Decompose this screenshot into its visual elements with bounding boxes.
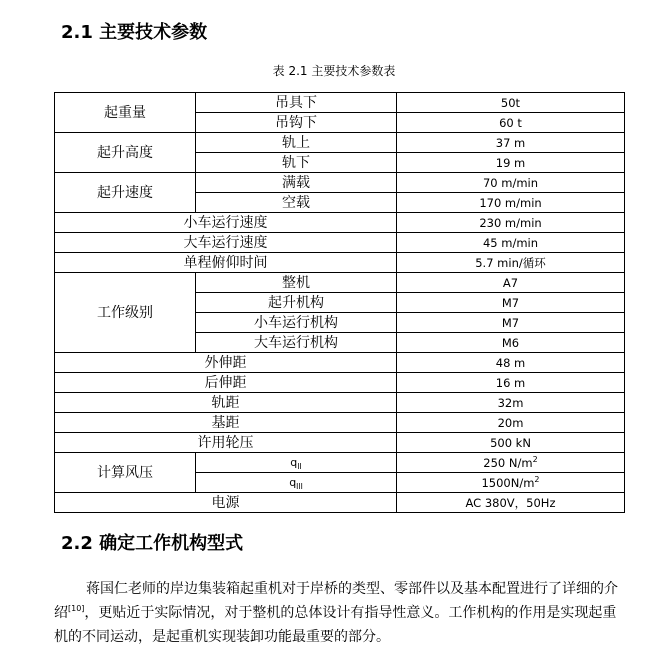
value-cell: 5.7 min/循环 [397,253,625,273]
param-cell: 轨距 [55,393,397,413]
value-cell: 48 m [397,353,625,373]
table-row [55,413,625,433]
value-cell: 37 m [397,133,625,153]
table-row [55,393,625,413]
reference-citation[interactable]: [10] [68,604,85,613]
value-cell: 16 m [397,373,625,393]
item-cell: 起升机构 [196,293,397,313]
value-cell: M6 [397,333,625,353]
table-row [55,353,625,373]
item-cell: 空载 [196,193,397,213]
item-cell: 轨上 [196,133,397,153]
value-text: 250 N/m [483,455,533,470]
parameters-table [54,92,625,513]
unit-power: 2 [532,454,538,464]
table-row [55,453,625,473]
item-cell: 小车运行机构 [196,313,397,333]
param-cell: 电源 [55,493,397,513]
table-row [55,433,625,453]
item-cell: 吊钩下 [196,113,397,133]
param-cell: 基距 [55,413,397,433]
table-row [55,373,625,393]
value-text: 1500N/m [481,475,535,490]
value-cell: 32m [397,393,625,413]
item-cell: 吊具下 [196,93,397,113]
group-cell: 起升高度 [55,133,196,173]
table-row [55,493,625,513]
section-2-2-heading: 2.2 确定工作机构型式 [61,533,244,554]
item-cell: 轨下 [196,153,397,173]
table-row [55,133,625,153]
value-cell: 70 m/min [397,173,625,193]
param-cell: 后伸距 [55,373,397,393]
unit-power: 2 [534,474,540,484]
paragraph-text: ，更贴近于实际情况，对于整机的总体设计有指导性意义。工作机构的作用是实现起重机的不同运动，是起重机实现装卸功能最重要的部分。 [54,605,617,645]
param-cell: 许用轮压 [55,433,397,453]
symbol-letter: q [290,455,298,469]
value-cell: M7 [397,313,625,333]
table-row [55,273,625,293]
value-cell: 20m [397,413,625,433]
wind-pressure-symbol [196,453,397,473]
value-cell [397,453,625,473]
value-cell [397,473,625,493]
section-2-1-heading: 2.1 主要技术参数 [61,22,208,43]
group-cell: 起重量 [55,93,196,133]
value-cell: 50t [397,93,625,113]
value-cell: 170 m/min [397,193,625,213]
symbol-subscript: III [296,481,303,491]
table-caption: 表 2.1 主要技术参数表 [272,64,396,78]
table-row [55,173,625,193]
item-cell: 整机 [196,273,397,293]
param-cell: 外伸距 [55,353,397,373]
wind-pressure-symbol [196,473,397,493]
value-cell: 19 m [397,153,625,173]
group-cell: 工作级别 [55,273,196,353]
param-cell: 大车运行速度 [55,233,397,253]
paragraph-text: 蒋国仁老师的岸边集装箱起重机对于岸桥的类型、零部件以及基本配置进行了详细的介绍 [54,581,618,621]
table-row [55,233,625,253]
value-cell: M7 [397,293,625,313]
item-cell: 满载 [196,173,397,193]
table-row [55,213,625,233]
group-cell: 计算风压 [55,453,196,493]
value-cell: 500 kN [397,433,625,453]
table-row [55,253,625,273]
item-cell: 大车运行机构 [196,333,397,353]
symbol-letter: q [289,475,297,489]
value-cell: 60 t [397,113,625,133]
value-cell: AC 380V，50Hz [397,493,625,513]
symbol-subscript: II [297,461,302,471]
group-cell: 起升速度 [55,173,196,213]
value-cell: 230 m/min [397,213,625,233]
param-cell: 单程俯仰时间 [55,253,397,273]
body-paragraph [54,577,620,649]
value-cell: 45 m/min [397,233,625,253]
param-cell: 小车运行速度 [55,213,397,233]
value-cell: A7 [397,273,625,293]
table-row [55,93,625,113]
